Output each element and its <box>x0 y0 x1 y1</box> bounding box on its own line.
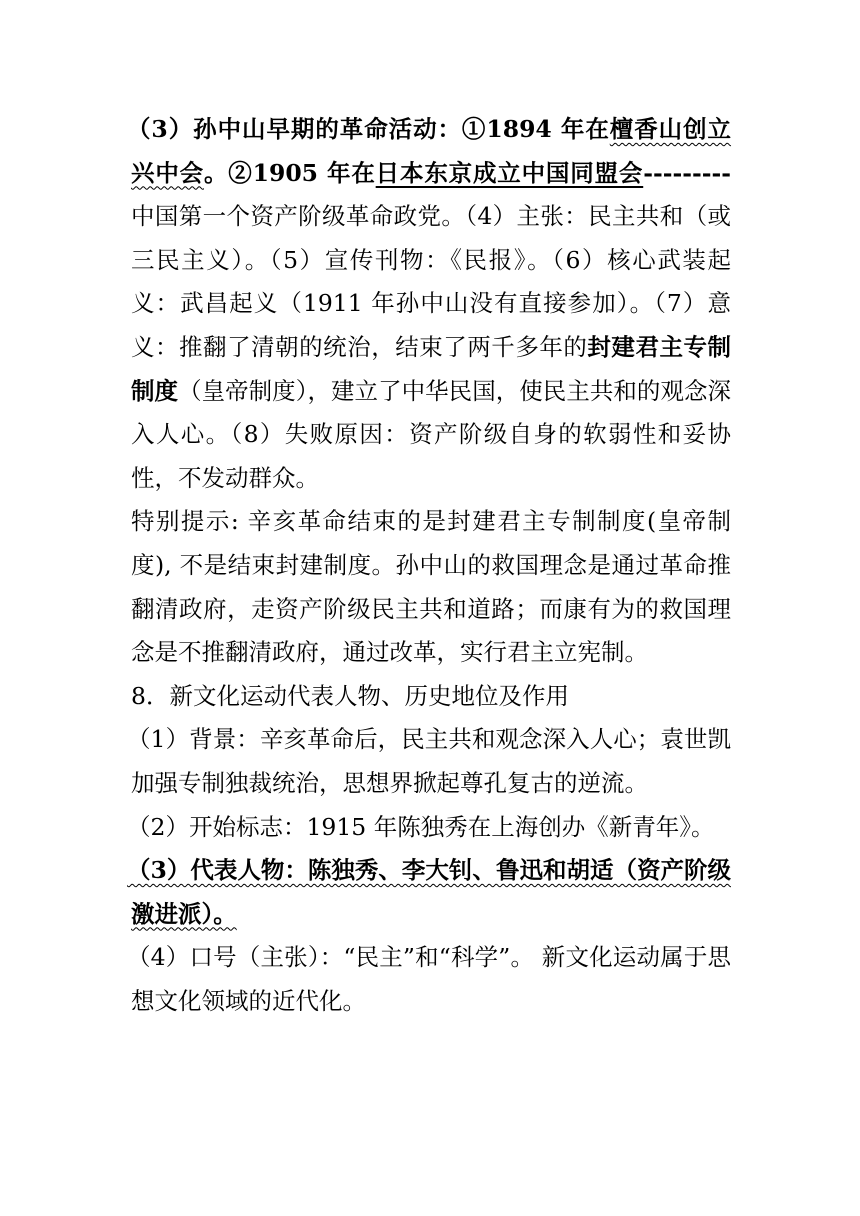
representatives-paragraph <box>127 849 731 936</box>
revolution-1905-lead: 。②1905 年在 <box>203 158 376 187</box>
dash-separator: --------- <box>643 158 731 187</box>
feudal-autocracy-bold: 封建君主专制制度 <box>131 332 732 405</box>
background-paragraph: （1）背景：辛亥革命后，民主共和观念深入人心；袁世凯加强专制独裁统治，思想界掀起尊孔复古的逆流。 <box>127 725 731 797</box>
xingzhonghui-underlined: 檀香山创立兴中会 <box>131 115 732 187</box>
tongmenghui-underlined: 日本东京成立中国同盟会 <box>375 158 644 187</box>
document-body <box>127 108 732 1023</box>
revolution-paragraph <box>127 108 732 500</box>
start-marker-paragraph: （2）开始标志：1915 年陈独秀在上海创办《新青年》。 <box>127 812 715 841</box>
revolution-activities-lead: （3）孙中山早期的革命活动：①1894 年在 <box>127 115 610 143</box>
revolution-significance-text: （皇帝制度），建立了中华民国，使民主共和的观念深入人心。（8）失败原因：资产阶级自身的软弱性和妥协性，不发动群众。 <box>131 376 732 492</box>
representatives-underlined: （3）代表人物：陈独秀、李大钊、鲁迅和胡适（资产阶级激进派）。 <box>127 856 731 928</box>
revolution-details-text: 中国第一个资产阶级革命政党。（4）主张：民主共和（或三民主义）。（5）宣传刊物：《民报》。（6）核心武装起义：武昌起义（1911 年孙中山没有直接参加）。（7）意义：推翻了清朝的统治，结束了两千多年的 <box>131 202 731 361</box>
section-8-heading: 8．新文化运动代表人物、历史地位及作用 <box>131 681 569 710</box>
special-tip-paragraph: 特别提示: 辛亥革命结束的是封建君主专制制度(皇帝制度), 不是结束封建制度。孙中山的救国理念是通过革命推翻清政府，走资产阶级民主共和道路；而康有为的救国理念是不推翻清政府，通过改革，实行君主立宪制。 <box>131 507 731 667</box>
slogan-paragraph: （4）口号（主张）：“民主”和“科学”。 新文化运动属于思想文化领域的近代化。 <box>127 943 731 1015</box>
